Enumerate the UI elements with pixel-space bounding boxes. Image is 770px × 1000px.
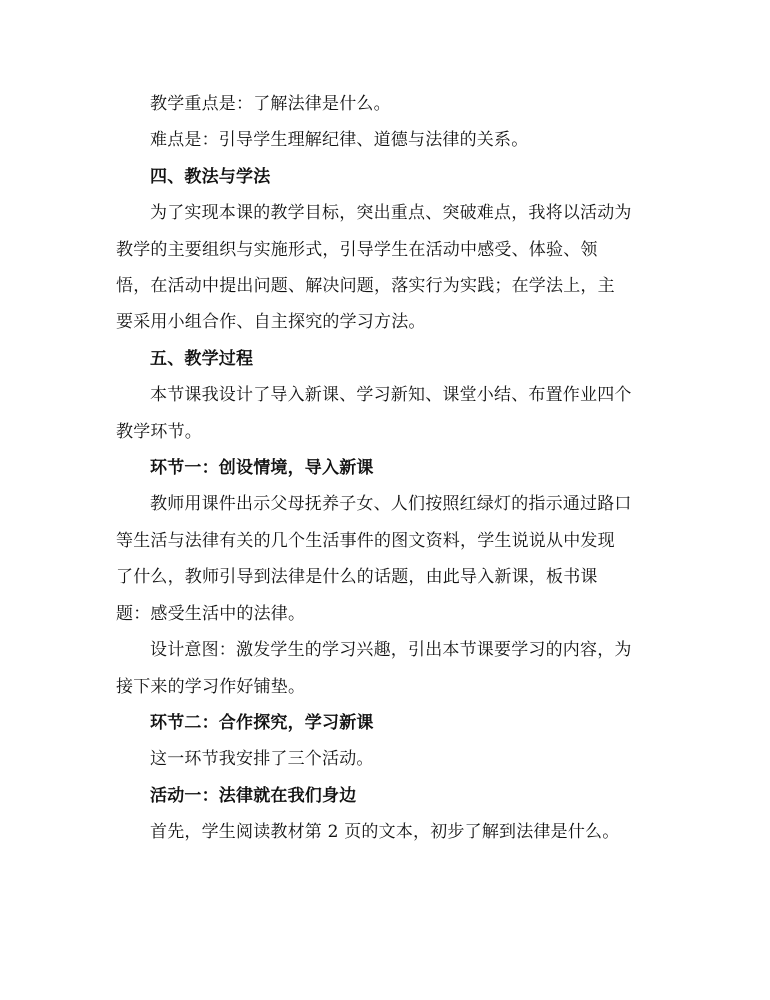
text-line: 教学环节。 bbox=[116, 421, 202, 442]
text-line: 本节课我设计了导入新课、学习新知、课堂小结、布置作业四个 bbox=[150, 385, 632, 406]
body-paragraph bbox=[116, 122, 654, 158]
text-line: 四、教法与学法 bbox=[150, 166, 271, 187]
text-line: 教学的主要组织与实施形式，引导学生在活动中感受、体验、领 bbox=[116, 239, 598, 260]
text-line: 题：感受生活中的法律。 bbox=[116, 603, 306, 624]
section-heading bbox=[116, 341, 654, 377]
body-paragraph bbox=[116, 86, 654, 122]
text-line: 环节一：创设情境，导入新课 bbox=[150, 458, 374, 479]
body-paragraph bbox=[116, 377, 654, 450]
document-body bbox=[116, 86, 654, 851]
body-paragraph bbox=[116, 632, 654, 705]
text-line: 五、教学过程 bbox=[150, 348, 254, 369]
section-heading bbox=[116, 450, 654, 486]
text-line: 设计意图：激发学生的学习兴趣，引出本节课要学习的内容，为 bbox=[150, 640, 632, 661]
text-line: 等生活与法律有关的几个生活事件的图文资料，学生说说从中发现 bbox=[116, 530, 615, 551]
text-line: 教师用课件出示父母抚养子女、人们按照红绿灯的指示通过路口 bbox=[150, 494, 632, 515]
text-line: 难点是：引导学生理解纪律、道德与法律的关系。 bbox=[150, 130, 529, 151]
section-heading bbox=[116, 159, 654, 195]
section-heading bbox=[116, 705, 654, 741]
text-line: 接下来的学习作好铺垫。 bbox=[116, 676, 306, 697]
section-heading bbox=[116, 778, 654, 814]
text-line: 首先，学生阅读教材第 2 页的文本，初步了解到法律是什么。 bbox=[150, 822, 620, 843]
text-line: 教学重点是：了解法律是什么。 bbox=[150, 94, 391, 114]
text-line: 悟，在活动中提出问题、解决问题，落实行为实践；在学法上，主 bbox=[116, 276, 615, 297]
body-paragraph bbox=[116, 195, 654, 341]
body-paragraph bbox=[116, 486, 654, 632]
text-line: 了什么，教师引导到法律是什么的话题，由此导入新课，板书课 bbox=[116, 567, 598, 588]
text-line: 为了实现本课的教学目标，突出重点、突破难点，我将以活动为 bbox=[150, 203, 632, 224]
body-paragraph bbox=[116, 741, 654, 777]
text-line: 要采用小组合作、自主探究的学习方法。 bbox=[116, 312, 426, 333]
text-line: 活动一：法律就在我们身边 bbox=[150, 785, 357, 806]
text-line: 这一环节我安排了三个活动。 bbox=[150, 749, 374, 770]
body-paragraph bbox=[116, 814, 654, 850]
text-line: 环节二：合作探究，学习新课 bbox=[150, 712, 374, 733]
